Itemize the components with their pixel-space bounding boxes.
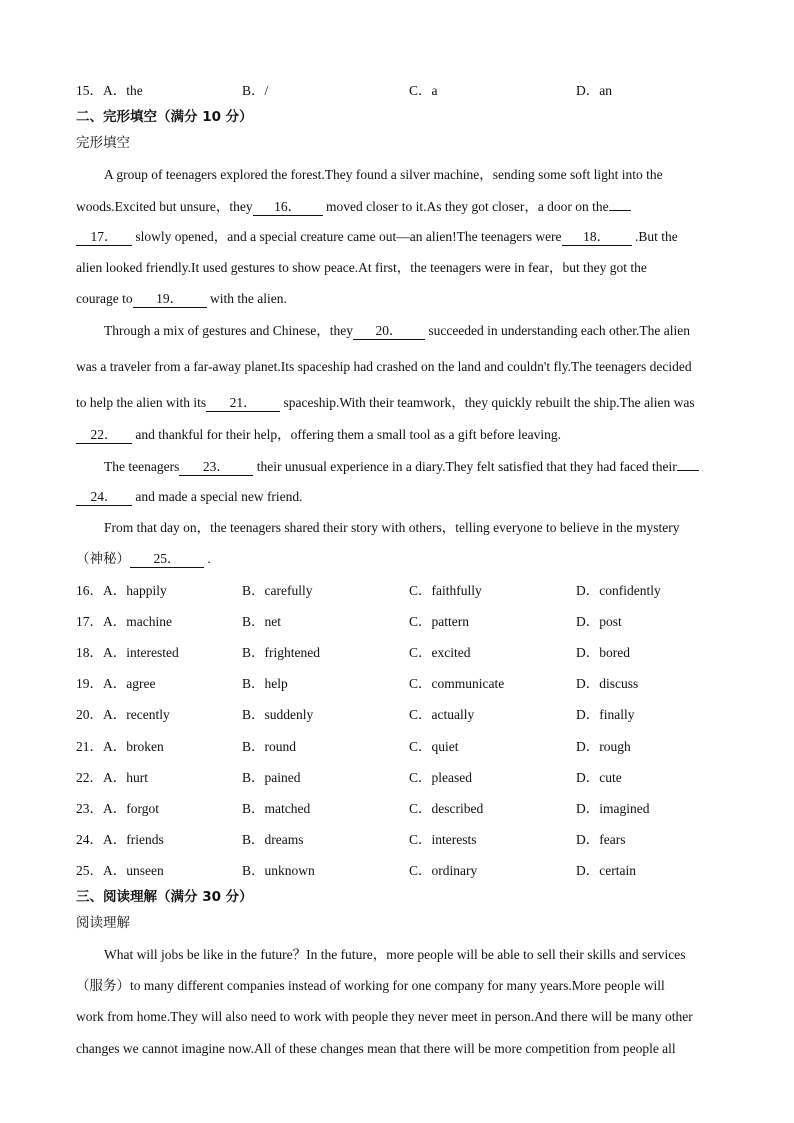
cloze-line [76, 227, 746, 247]
blank-16[interactable]: 16． [253, 198, 323, 216]
q15-option-b: B．/ [242, 83, 269, 98]
option-b: B．matched [242, 801, 311, 816]
option-d: D．confidently [576, 583, 661, 598]
reading-line: work from home.They will also need to work with people they never meet in person.And there will be many other [76, 1009, 693, 1024]
option-d: D．discuss [576, 676, 639, 691]
cloze-text: succeeded in understanding each other.The alien [424, 323, 690, 338]
q15-option-a: 15．A．the [76, 83, 143, 98]
cloze-text: slowly opened，and a special creature came out—an alien!The teenagers were [132, 229, 562, 244]
option-d: D．bored [576, 645, 630, 660]
cloze-text: and thankful for their help，offering them a small tool as a gift before leaving. [132, 427, 561, 442]
cloze-line [76, 456, 746, 477]
cloze-text: to help the alien with its [76, 395, 207, 410]
cloze-line: A group of teenagers explored the forest.They found a silver machine，sending some soft light into the [104, 167, 663, 182]
option-b: B．help [242, 676, 288, 691]
option-c: C．interests [409, 832, 477, 847]
cloze-text: spaceship.With their teamwork，they quickly rebuilt the ship.The alien was [280, 395, 695, 410]
option-b: B．unknown [242, 863, 315, 878]
option-d: D．rough [576, 739, 631, 754]
option-a: 20．A．recently [76, 707, 170, 722]
option-d: D．cute [576, 770, 622, 785]
option-a: 19．A．agree [76, 676, 156, 691]
option-a: 16．A．happily [76, 583, 167, 598]
option-a: 17．A．machine [76, 614, 172, 629]
blank-19[interactable]: 19． [133, 290, 207, 308]
option-a: 22．A．hurt [76, 770, 148, 785]
options-row [76, 643, 746, 663]
blank-24[interactable]: 24． [76, 488, 132, 506]
option-a: 25．A．unseen [76, 863, 164, 878]
blank-18[interactable]: 18． [562, 228, 632, 246]
blank-23[interactable]: 23． [179, 458, 253, 476]
blank-24-lead [677, 456, 699, 471]
cloze-line [76, 549, 746, 569]
option-a: 18．A．interested [76, 645, 179, 660]
option-c: C．quiet [409, 739, 459, 754]
cloze-text: courage to [76, 291, 133, 306]
section-3-title: 三、阅读理解（满分 30 分） [76, 889, 253, 905]
cloze-text: woods.Excited but unsure，they [76, 199, 253, 214]
option-d: D．fears [576, 832, 626, 847]
options-row [76, 830, 746, 850]
cloze-line [76, 487, 746, 507]
reading-line: changes we cannot imagine now.All of these changes mean that there will be more competition from people all [76, 1041, 676, 1056]
option-d: D．finally [576, 707, 635, 722]
option-d: D．post [576, 614, 622, 629]
option-c: C．faithfully [409, 583, 482, 598]
options-row [76, 861, 746, 881]
cloze-line: was a traveler from a far-away planet.Its spaceship had crashed on the land and couldn't fly.The teenagers decided [76, 359, 692, 374]
blank-22[interactable]: 22． [76, 426, 132, 444]
q15-option-d: D．an [576, 83, 612, 98]
cloze-line [76, 393, 746, 413]
options-row [76, 737, 746, 757]
cloze-line [76, 289, 746, 309]
cloze-text: The teenagers [104, 459, 180, 474]
cloze-line [76, 196, 746, 217]
option-c: C．pleased [409, 770, 472, 785]
section-2-title: 二、完形填空（满分 10 分） [76, 109, 253, 125]
reading-line: （服务）to many different companies instead of working for one company for many years.More people will [76, 978, 665, 993]
option-c: C．pattern [409, 614, 469, 629]
cloze-line: alien looked friendly.It used gestures to show peace.At first，the teenagers were in fear，but they got the [76, 260, 647, 275]
cloze-text: . [204, 551, 211, 566]
cloze-text: their unusual experience in a diary.They felt satisfied that they had faced their [253, 459, 677, 474]
option-b: B．dreams [242, 832, 304, 847]
options-row [76, 705, 746, 725]
options-row [76, 799, 746, 819]
options-row [76, 581, 746, 601]
option-c: C．actually [409, 707, 475, 722]
option-c: C．ordinary [409, 863, 478, 878]
option-d: D．imagined [576, 801, 650, 816]
cloze-text: （神秘） [76, 551, 130, 566]
option-b: B．frightened [242, 645, 320, 660]
blank-17[interactable]: 17． [76, 228, 132, 246]
option-c: C．excited [409, 645, 471, 660]
option-b: B．round [242, 739, 296, 754]
option-a: 24．A．friends [76, 832, 164, 847]
option-b: B．pained [242, 770, 301, 785]
cloze-line [76, 425, 746, 445]
option-c: C．described [409, 801, 484, 816]
reading-line: What will jobs be like in the future？In the future，more people will be able to sell their skills and services [104, 947, 686, 962]
cloze-line: From that day on，the teenagers shared their story with others，telling everyone to believe in the mystery [104, 520, 680, 535]
cloze-line [76, 321, 746, 341]
option-a: 21．A．broken [76, 739, 164, 754]
option-b: B．net [242, 614, 281, 629]
cloze-text: and made a special new friend. [132, 489, 303, 504]
section-3-subtitle: 阅读理解 [76, 915, 130, 931]
cloze-text: moved closer to it.As they got closer，a door on the [322, 199, 609, 214]
option-d: D．certain [576, 863, 636, 878]
options-row [76, 768, 746, 788]
blank-20[interactable]: 20． [353, 322, 425, 340]
q15-option-c: C．a [409, 83, 438, 98]
option-b: B．suddenly [242, 707, 314, 722]
cloze-text: .But the [631, 229, 678, 244]
cloze-text: with the alien. [206, 291, 287, 306]
option-a: 23．A．forgot [76, 801, 159, 816]
option-c: C．communicate [409, 676, 505, 691]
options-row [76, 612, 746, 632]
blank-21[interactable]: 21． [206, 394, 280, 412]
question-15-row [76, 81, 746, 101]
section-2-subtitle: 完形填空 [76, 135, 130, 151]
option-b: B．carefully [242, 583, 313, 598]
options-row [76, 674, 746, 694]
blank-25[interactable]: 25． [130, 550, 204, 568]
blank-17-lead [609, 196, 631, 211]
cloze-text: Through a mix of gestures and Chinese，they [104, 323, 353, 338]
